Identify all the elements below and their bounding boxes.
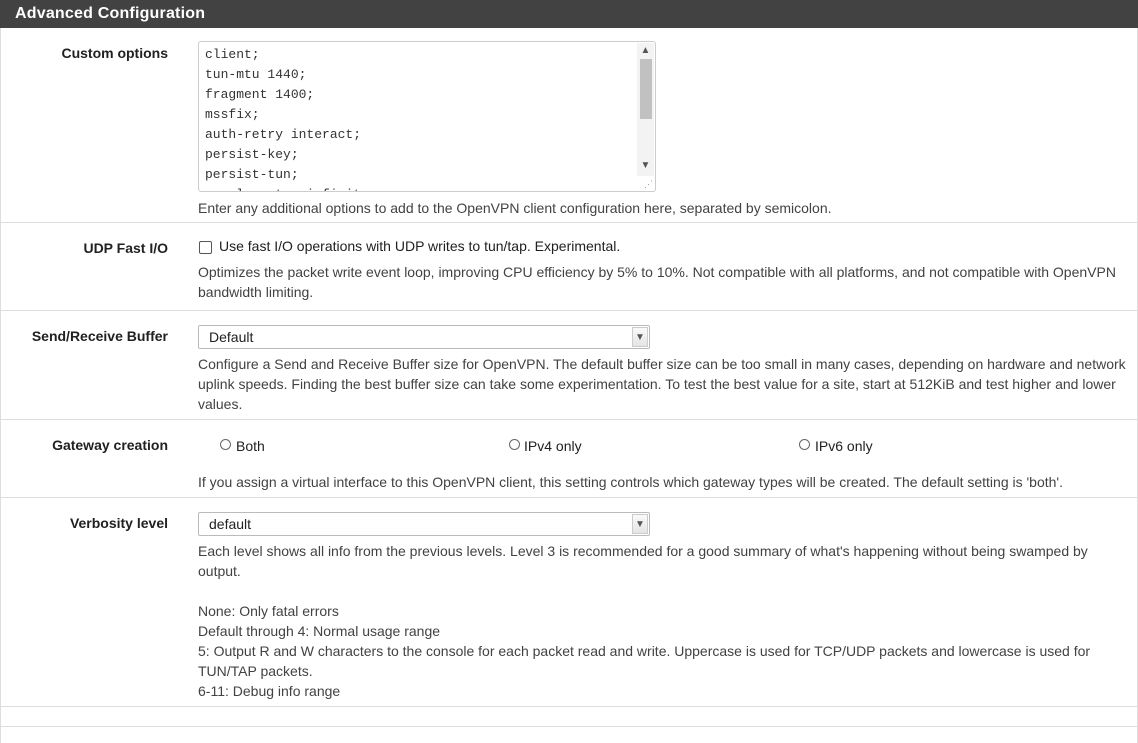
row-divider <box>0 310 1138 311</box>
verbosity-help-3: None: Only fatal errors <box>198 603 339 619</box>
gateway-radio-ipv4-label[interactable]: IPv4 only <box>524 438 582 454</box>
buffer-select-value: Default <box>209 329 254 345</box>
gateway-radio-ipv6-label[interactable]: IPv6 only <box>815 438 873 454</box>
verbosity-select-value: default <box>209 516 252 532</box>
buffer-help-1: Configure a Send and Receive Buffer size for OpenVPN. The default buffer size can be too small in many cases, depending on hardware and network <box>198 356 1126 372</box>
buffer-label: Send/Receive Buffer <box>31 328 168 344</box>
verbosity-label: Verbosity level <box>69 515 168 531</box>
row-divider <box>0 419 1138 420</box>
gateway-help: If you assign a virtual interface to this OpenVPN client, this setting controls which gateway types will be created. The default setting is 'both'. <box>198 474 1063 490</box>
chevron-down-icon[interactable]: ▼ <box>632 327 648 347</box>
row-divider <box>0 222 1138 223</box>
buffer-help-3: values. <box>198 396 243 412</box>
custom-options-textarea[interactable] <box>198 41 656 192</box>
verbosity-help-6: TUN/TAP packets. <box>198 663 313 679</box>
chevron-down-icon[interactable]: ▼ <box>632 514 648 534</box>
buffer-select[interactable] <box>198 325 650 349</box>
verbosity-help-5: 5: Output R and W characters to the console for each packet read and write. Uppercase is used for TCP/UDP packets and lowercase is used for <box>198 643 1091 659</box>
custom-options-scrollbar[interactable] <box>637 43 654 176</box>
gateway-radio-both-label[interactable]: Both <box>236 438 265 454</box>
chevron-down-icon[interactable]: ▼ <box>640 160 651 171</box>
verbosity-help-2: output. <box>198 563 241 579</box>
udp-fast-io-checkbox-label[interactable]: Use fast I/O operations with UDP writes to tun/tap. Experimental. <box>219 238 621 254</box>
custom-options-label: Custom options <box>61 45 168 61</box>
row-divider <box>0 726 1138 727</box>
verbosity-help-4: Default through 4: Normal usage range <box>198 623 441 639</box>
verbosity-help-7: 6-11: Debug info range <box>198 683 341 699</box>
gateway-label: Gateway creation <box>52 437 168 453</box>
gateway-radio-both[interactable] <box>220 439 231 450</box>
udp-fast-io-label: UDP Fast I/O <box>83 240 168 256</box>
udp-fast-io-help-2: bandwidth limiting. <box>198 284 314 300</box>
buffer-help-2: uplink speeds. Finding the best buffer size can take some experimentation. To test the best value for a site, start at 512KiB and test higher and lower <box>198 376 1116 392</box>
panel-title: Advanced Configuration <box>15 5 206 22</box>
custom-options-help: Enter any additional options to add to the OpenVPN client configuration here, separated by semicolon. <box>198 200 832 216</box>
verbosity-select[interactable] <box>198 512 650 536</box>
udp-fast-io-help-1: Optimizes the packet write event loop, improving CPU efficiency by 5% to 10%. Not compatible with all platforms, and not compatible with OpenVPN <box>198 264 1116 280</box>
verbosity-help-1: Each level shows all info from the previous levels. Level 3 is recommended for a good summary of what's happening without being swamped by <box>198 543 1088 559</box>
scrollbar-thumb[interactable] <box>640 59 652 119</box>
gateway-radio-ipv6[interactable] <box>799 439 810 450</box>
row-divider <box>0 497 1138 498</box>
resize-grip-icon[interactable]: ⋰ <box>644 179 653 189</box>
udp-fast-io-checkbox[interactable] <box>199 241 212 254</box>
row-divider <box>0 706 1138 707</box>
panel-heading <box>0 0 1138 28</box>
chevron-up-icon[interactable]: ▲ <box>640 45 651 56</box>
gateway-radio-ipv4[interactable] <box>509 439 520 450</box>
